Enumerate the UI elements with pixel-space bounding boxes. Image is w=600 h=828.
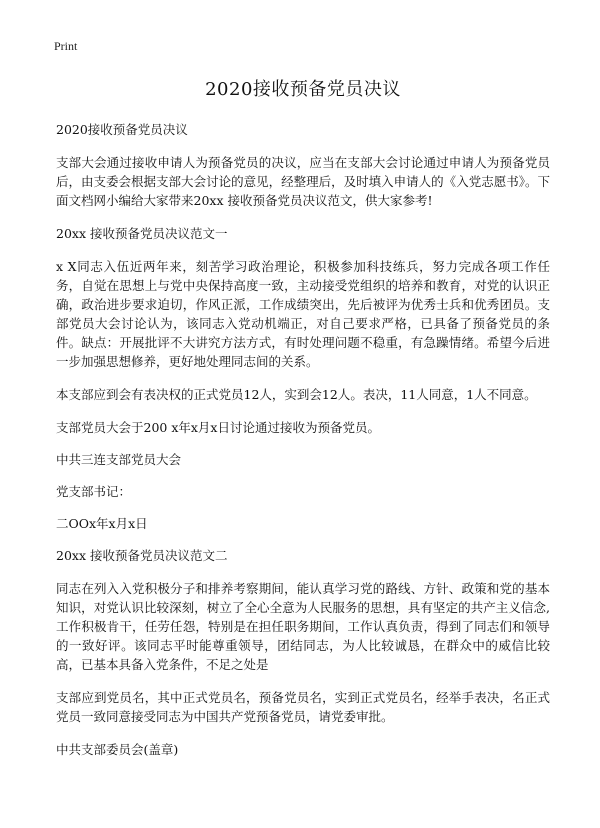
sample1-resolution: 支部党员大会于200 x年x月x日讨论通过接收为预备党员。 [56, 420, 380, 435]
sample1-vote: 本支部应到会有表决权的正式党员12人，实到会12人。表决，11人同意，1人不同意。 [56, 387, 537, 402]
sample1-org: 中共三连支部党员大会 [56, 452, 182, 467]
sample1-date: 二OOx年x月x日 [56, 516, 148, 531]
sample2-vote: 支部应到党员名，其中正式党员名，预备党员名，实到正式党员名，经举手表决，名正式党员一致同意接受同志为中国共产党预备党员，请党委审批。 [56, 690, 550, 724]
sample1-body: x X同志入伍近两年来，刻苦学习政治理论，积极参加科技练兵，努力完成各项工作任务，自觉在思想上与党中央保持高度一致，主动接受党组织的培养和教育，对党的认识正确，政治进步要求迫切，作风正派，工作成绩突出，先后被评为优秀士兵和优秀团员。支部党员大会讨论认为，该同志入党动机端正，对自己要求严格，已具备了预备党员的条件。缺点：开展批评不大讲究方法方式，有时处理问题不稳重，有急躁情绪。希望今后进一步加强思想修养，更好地处理同志间的关系。 [56, 259, 550, 369]
intro-paragraph: 支部大会通过接收申请人为预备党员的决议，应当在支部大会讨论通过申请人为预备党员后，由支委会根据支部大会讨论的意见，经整理后，及时填入申请人的《入党志愿书》。下面文档网小编给大家带来20xx 接收预备党员决议范文，供大家参考! [56, 155, 550, 208]
sample2-org: 中共支部委员会(盖章) [56, 742, 179, 757]
print-label: Print [54, 39, 78, 53]
document-subtitle: 2020接收预备党员决议 [56, 122, 188, 137]
document-title: 2020接收预备党员决议 [205, 79, 401, 100]
sample2-body: 同志在列入入党积极分子和排养考察期间，能认真学习党的路线、方针、政策和党的基本知识，对党认识比较深刻，树立了全心全意为人民服务的思想，具有坚定的共产主义信念,工作积极肯干，任劳任怨，特别是在担任职务期间，工作认真负责，得到了同志们和领导的一致好评。该同志平时能尊重领导，团结同志，为人比较诚恳，在群众中的威信比较高，已基本具备入党条件，不足之处是 [56, 581, 550, 672]
sample1-heading: 20xx 接收预备党员决议范文一 [56, 226, 228, 241]
sample1-secretary: 党支部书记： [56, 484, 132, 499]
sample2-heading: 20xx 接收预备党员决议范文二 [56, 548, 228, 563]
